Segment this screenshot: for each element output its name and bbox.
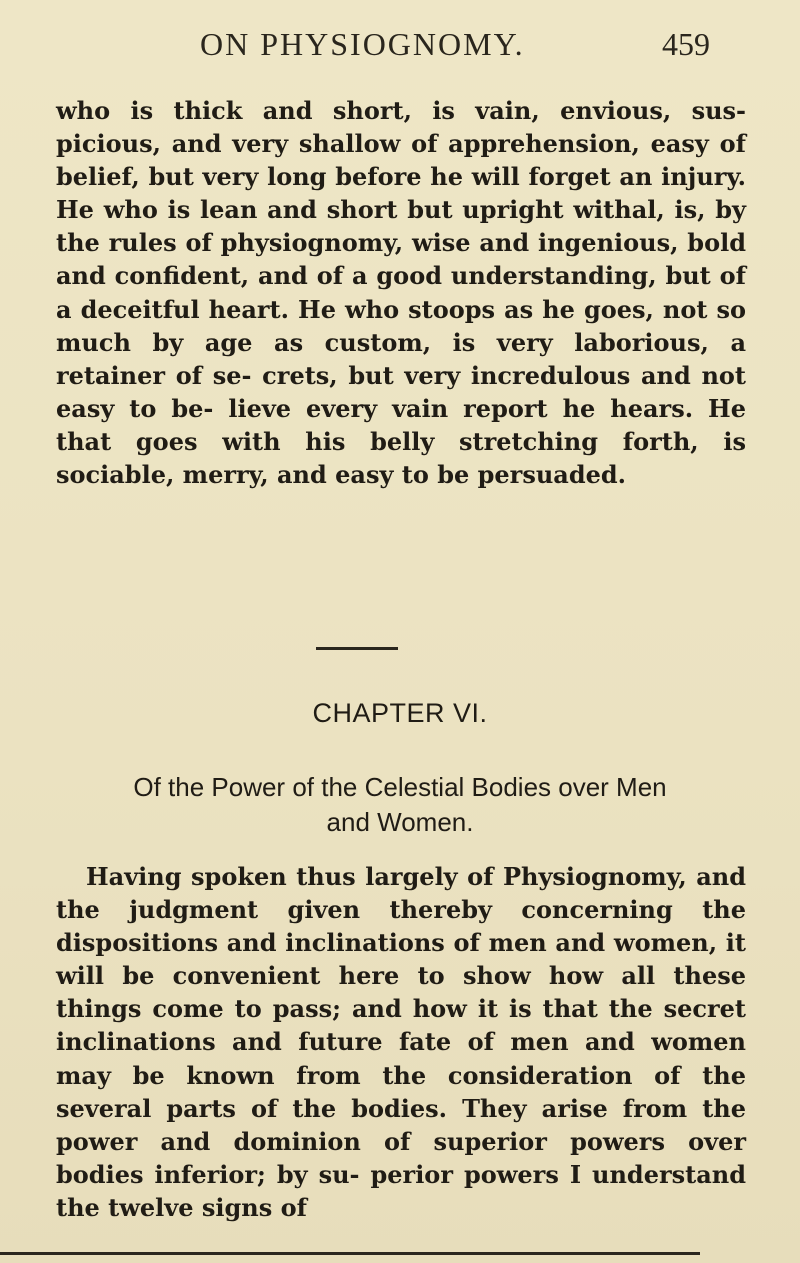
chapter-subtitle-line-2: and Women. bbox=[326, 807, 474, 837]
paragraph-chapter-opening-text: Having spoken thus largely of Physiognomy, and the judgment given thereby concerning the dispositions and inclinations of men and women, it will be convenient here to show how all these things come to pass; and how it is that the secret inclinations and future fate of men and women may be known from the consideration of the several parts of the bodies. They arise from the power and dominion of superior powers over bodies inferior; by su- perior powers I understand the twelve signs of bbox=[56, 862, 746, 1222]
page-bottom-edge bbox=[0, 1252, 700, 1255]
running-title: ON PHYSIOGNOMY. bbox=[200, 26, 525, 62]
chapter-heading: CHAPTER VI. bbox=[312, 698, 488, 728]
running-head bbox=[200, 20, 710, 70]
paragraph-chapter-opening bbox=[56, 860, 746, 1224]
chapter-subtitle bbox=[50, 770, 750, 840]
paragraph-continued: who is thick and short, is vain, envious, sus- picious, and very shallow of apprehension, easy of belief, but very long before he will forget an injury. He who is lean and short but upright withal, is, by the rules of physiognomy, wise and ingenious, bold and confident, and of a good understanding, but of a deceitful heart. He who stoops as he goes, not so much by age as custom, is very laborious, a retainer of se- crets, but very incredulous and not easy to be- lieve every vain report he hears. He that goes with his belly stretching forth, is sociable, merry, and easy to be persuaded. bbox=[56, 96, 746, 490]
section-divider bbox=[316, 647, 398, 650]
chapter-subtitle-line-1: Of the Power of the Celestial Bodies over Men bbox=[133, 772, 667, 802]
page-number: 459 bbox=[662, 26, 710, 62]
